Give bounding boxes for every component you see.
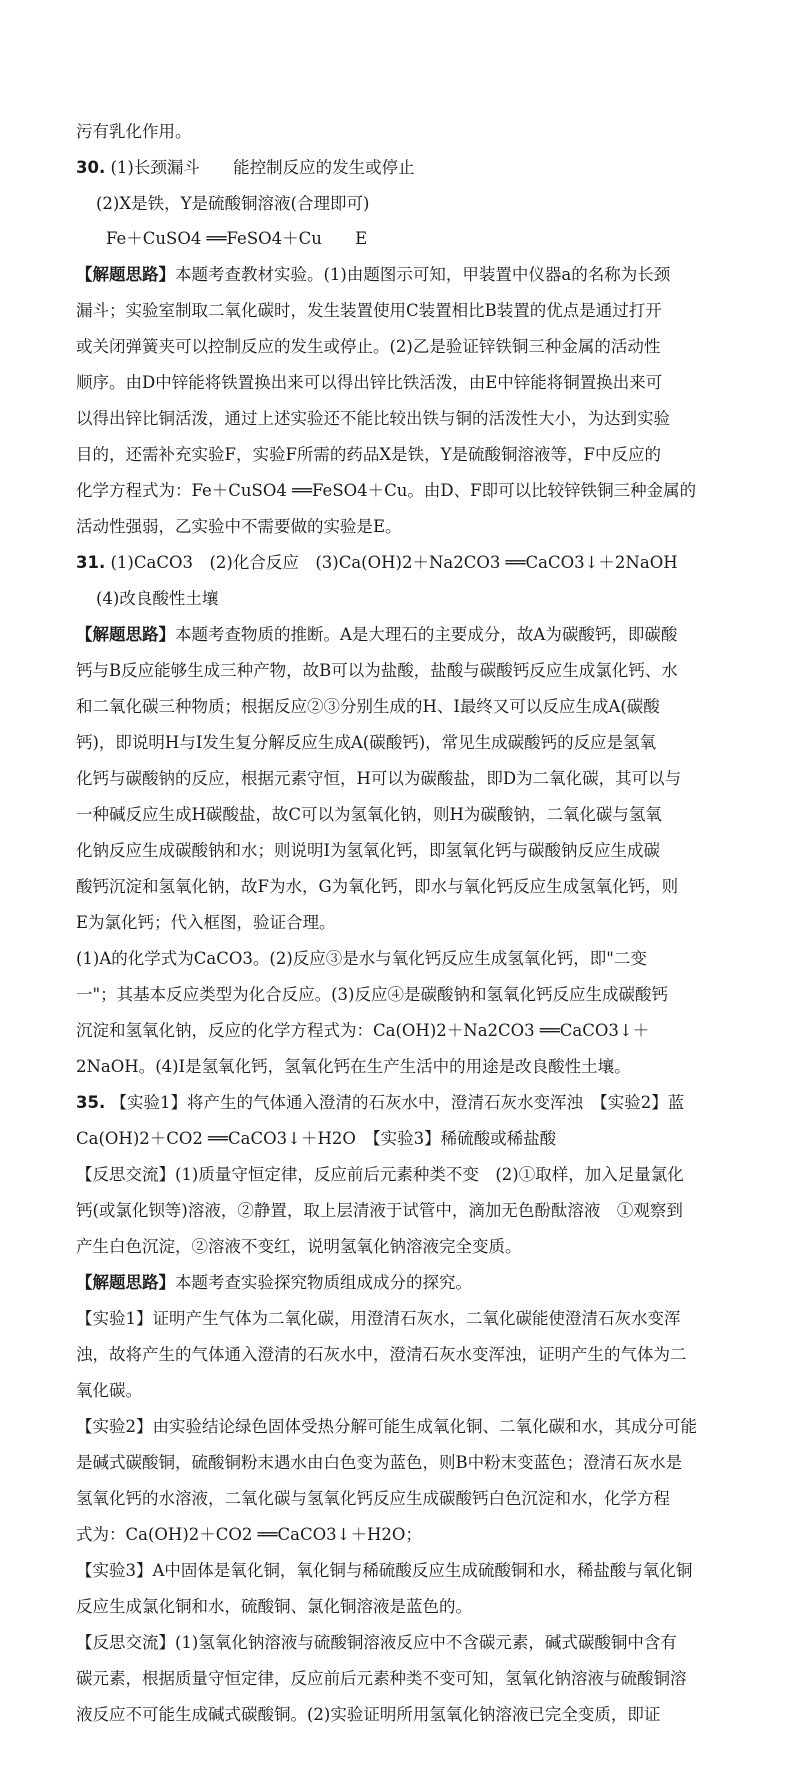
solution-line: (1)A的化学式为CaCO3。(2)反应③是水与氧化钙反应生成氢氧化钙，即"二变 xyxy=(76,949,647,968)
solution-line: 一种碱反应生成H碳酸盐，故C可以为氢氧化钠，则H为碳酸钠，二氧化碳与氢氧 xyxy=(76,805,662,824)
solution-line: 一"；其基本反应类型为化合反应。(3)反应④是碳酸钠和氢氧化钙反应生成碳酸钙 xyxy=(76,985,668,1004)
solution-line: 【解题思路】本题考查教材实验。(1)由题图示可知，甲装置中仪器a的名称为长颈 xyxy=(76,265,671,284)
question-31-answer xyxy=(76,545,678,581)
solution-tag: 【解题思路】 xyxy=(76,265,175,284)
question-number: 31. xyxy=(76,553,106,572)
reflection-line: 钙(或氯化钡等)溶液，②静置，取上层清液于试管中，滴加无色酚酞溶液 ①观察到 xyxy=(76,1201,683,1220)
solution-line: 目的，还需补充实验F，实验F所需的药品X是铁，Y是硫酸铜溶液等，F中反应的 xyxy=(76,445,661,464)
experiment-2-explanation: 氢氧化钙的水溶液，二氧化碳与氢氧化钙反应生成碳酸钙白色沉淀和水，化学方程 xyxy=(76,1489,670,1508)
solution-line: 化学方程式为：Fe＋CuSO4 ══FeSO4＋Cu。由D、F即可以比较锌铁铜三种金属的 xyxy=(76,481,697,500)
solution-line: 化钠反应生成碳酸钠和水；则说明I为氢氧化钙，即氢氧化钙与碳酸钠反应生成碳 xyxy=(76,841,661,860)
experiment-3-explanation: 反应生成氯化铜和水，硫酸铜、氯化铜溶液是蓝色的。 xyxy=(76,1597,472,1616)
solution-line: 钙与B反应能够生成三种产物，故B可以为盐酸，盐酸与碳酸钙反应生成氯化钙、水 xyxy=(76,661,678,680)
question-number: 35. xyxy=(76,1093,106,1112)
question-35-answer xyxy=(76,1085,684,1121)
solution-line: 以得出锌比铜活泼，通过上述实验还不能比较出铁与铜的活泼性大小，为达到实验 xyxy=(76,409,670,428)
chemical-equation xyxy=(106,221,367,257)
solution-line: 活动性强弱，乙实验中不需要做的实验是E。 xyxy=(76,517,402,536)
solution-line: 顺序。由D中锌能将铁置换出来可以得出锌比铁活泼，由E中锌能将铜置换出来可 xyxy=(76,373,663,392)
experiment-1-explanation: 【实验1】证明产生气体为二氧化碳，用澄清石灰水，二氧化碳能使澄清石灰水变浑 xyxy=(76,1309,681,1328)
reflection-explanation: 碳元素，根据质量守恒定律，反应前后元素种类不变可知，氢氧化钠溶液与硫酸铜溶 xyxy=(76,1669,687,1688)
continued-text: 污有乳化作用。 xyxy=(76,122,192,141)
solution-tag: 【解题思路】 xyxy=(76,625,175,644)
experiment-2-explanation: 【实验2】由实验结论绿色固体受热分解可能生成氧化铜、二氧化碳和水，其成分可能 xyxy=(76,1417,697,1436)
answer-part-2: (2)X是铁，Y是硫酸铜溶液(合理即可) xyxy=(96,194,370,213)
answer-part-1b: 能控制反应的发生或停止 xyxy=(233,158,415,177)
solution-line: 沉淀和氢氧化钠，反应的化学方程式为：Ca(OH)2＋Na2CO3 ══CaCO3↓＋ xyxy=(76,1021,650,1040)
solution-line: 【解题思路】本题考查物质的推断。A是大理石的主要成分，故A为碳酸钙，即碳酸 xyxy=(76,625,678,644)
experiment-1-explanation: 浊，故将产生的气体通入澄清的石灰水中，澄清石灰水变浑浊，证明产生的气体为二 xyxy=(76,1345,687,1364)
solution-line: E为氯化钙；代入框图，验证合理。 xyxy=(76,913,336,932)
question-30-answer xyxy=(76,150,415,186)
reflection-line: 【反思交流】(1)质量守恒定律，反应前后元素种类不变 (2)①取样，加入足量氯化 xyxy=(76,1165,684,1184)
experiment-3-explanation: 【实验3】A中固体是氧化铜，氧化铜与稀硫酸反应生成硫酸铜和水，稀盐酸与氧化铜 xyxy=(76,1561,693,1580)
reflection-explanation: 【反思交流】(1)氢氧化钠溶液与硫酸铜溶液反应中不含碳元素，碱式碳酸铜中含有 xyxy=(76,1633,677,1652)
reflection-line: 产生白色沉淀，②溶液不变红，说明氢氧化钠溶液完全变质。 xyxy=(76,1237,522,1256)
solution-line: 漏斗；实验室制取二氧化碳时，发生装置使用C装置相比B装置的优点是通过打开 xyxy=(76,301,662,320)
solution-line: 和二氧化碳三种物质；根据反应②③分别生成的H、I最终又可以反应生成A(碳酸 xyxy=(76,697,660,716)
solution-line: 2NaOH。(4)I是氢氧化钙，氢氧化钙在生产生活中的用途是改良酸性土壤。 xyxy=(76,1057,631,1076)
solution-line: 化钙与碳酸钠的反应，根据元素守恒，H可以为碳酸盐，即D为二氧化碳，其可以与 xyxy=(76,769,682,788)
question-number: 30. xyxy=(76,158,106,177)
answer-parts-1-3: (1)CaCO3 (2)化合反应 (3)Ca(OH)2＋Na2CO3 ══CaCO3↓＋2NaOH xyxy=(110,553,678,572)
solution-line: 【解题思路】本题考查实验探究物质组成成分的探究。 xyxy=(76,1273,472,1292)
experiment-2-explanation: 是碱式碳酸铜，硫酸铜粉末遇水由白色变为蓝色，则B中粉末变蓝色；澄清石灰水是 xyxy=(76,1453,683,1472)
solution-tag: 【解题思路】 xyxy=(76,1273,175,1292)
experiment-2-answer: Ca(OH)2＋CO2 ══CaCO3↓＋H2O 【实验3】稀硫酸或稀盐酸 xyxy=(76,1129,557,1148)
experiment-1-explanation: 氧化碳。 xyxy=(76,1381,142,1400)
solution-line: 酸钙沉淀和氢氧化钠，故F为水，G为氧化钙，即水与氧化钙反应生成氢氧化钙，则 xyxy=(76,877,679,896)
solution-line: 钙)，即说明H与I发生复分解反应生成A(碳酸钙)，常见生成碳酸钙的反应是氢氧 xyxy=(76,733,657,752)
experiment-2-explanation: 式为：Ca(OH)2＋CO2 ══CaCO3↓＋H2O； xyxy=(76,1525,422,1544)
reflection-explanation: 液反应不可能生成碱式碳酸铜。(2)实验证明所用氢氧化钠溶液已完全变质，即证 xyxy=(76,1705,661,1724)
answer-part-1: (1)长颈漏斗 xyxy=(110,158,200,177)
solution-line: 或关闭弹簧夹可以控制反应的发生或停止。(2)乙是验证锌铁铜三种金属的活动性 xyxy=(76,337,661,356)
experiment-1-answer: 【实验1】将产生的气体通入澄清的石灰水中，澄清石灰水变浑浊 【实验2】蓝 xyxy=(110,1093,685,1112)
equation-answer: E xyxy=(355,229,368,248)
answer-part-4: (4)改良酸性土壤 xyxy=(96,589,219,608)
equation-text: Fe＋CuSO4 ══FeSO4＋Cu xyxy=(106,229,322,248)
